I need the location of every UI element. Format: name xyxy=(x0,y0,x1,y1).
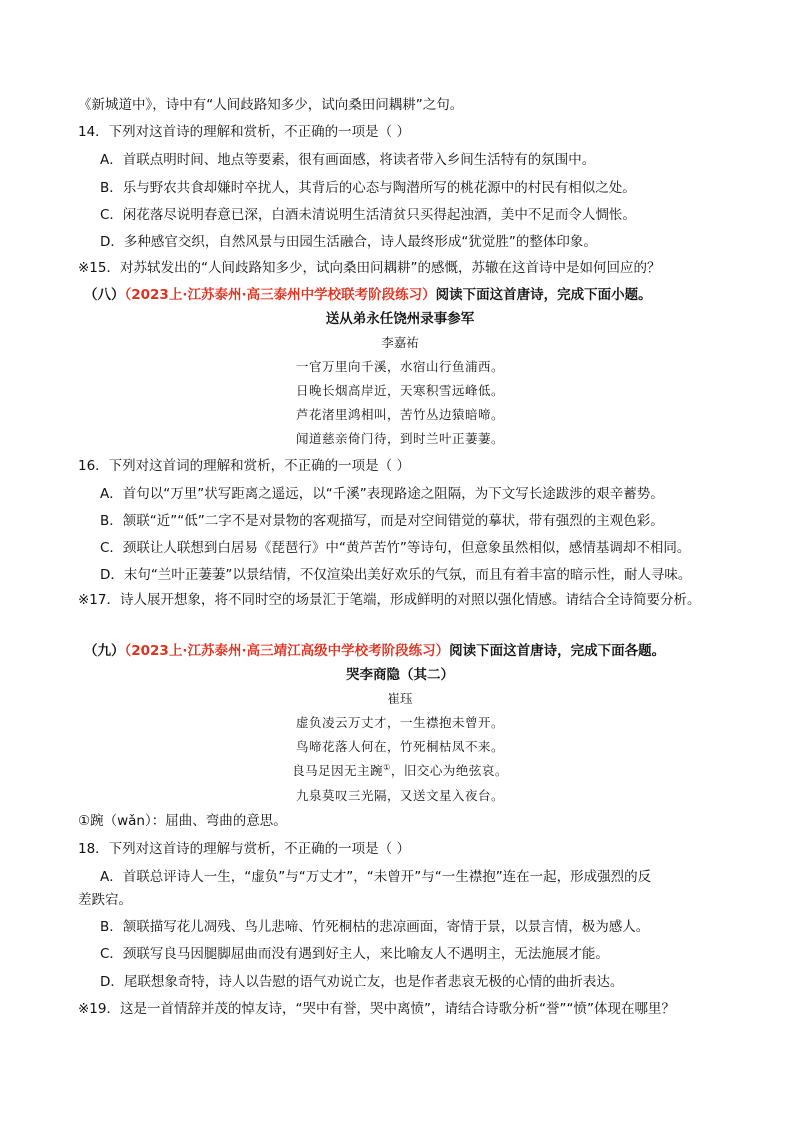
intro-continuation: 《新城道中》，诗中有“人间歧路知多少，试向桑田问耦耕”之句。 xyxy=(78,97,464,113)
poem-1-title: 送从弟永任饶州录事参军 xyxy=(325,311,475,327)
poem-2-line-2: 鸟啼花落人何在，竹死桐枯凤不来。 xyxy=(295,739,504,754)
poem-2-line-3-part-2: ，旧交心为绝弦哀。 xyxy=(390,763,508,778)
question-19: ※19．这是一首情辞并茂的悼友诗，“哭中有誉，哭中离愤”，请结合诗歌分析“誉”“愤”体现在哪里？ xyxy=(78,1001,675,1017)
question-18-option-b: B．颔联描写花儿凋残、鸟儿悲啼、竹死桐枯的悲凉画面，寄情于景，以景言情，极为感人。 xyxy=(100,919,650,935)
poem-1-line-1: 一官万里向千溪，水宿山行鱼浦西。 xyxy=(295,359,504,374)
section-9-header xyxy=(84,642,665,660)
poem-2-line-4: 九泉莫叹三光隔，又送文星入夜台。 xyxy=(295,788,504,803)
question-14-stem: 14．下列对这首诗的理解和赏析，不正确的一项是（ ） xyxy=(78,124,410,140)
question-15: ※15．对苏轼发出的“人间歧路知多少，试向桑田问耦耕”的感慨，苏辙在这首诗中是如何回应的？ xyxy=(78,260,661,276)
section-8-instruction: 阅读下面这首唐诗，完成下面小题。 xyxy=(435,287,652,303)
poem-1-line-4: 闻道慈亲倚门待，到时兰叶正萋萋。 xyxy=(295,431,504,446)
section-8-source: （2023上·江苏泰州·高三泰州中学校联考阶段练习） xyxy=(124,287,436,303)
section-9-instruction: 阅读下面这首唐诗，完成下面各题。 xyxy=(449,643,666,659)
question-18-option-c: C．颈联写良马因腿脚屈曲而没有遇到好主人，来比喻友人不遇明主，无法施展才能。 xyxy=(100,946,609,962)
footnote-marker: ① xyxy=(383,762,391,772)
poem-2-line-3 xyxy=(0,762,800,780)
poem-2-author: 崔珏 xyxy=(387,691,413,706)
question-18-stem: 18．下列对这首诗的理解与赏析，不正确的一项是（ ） xyxy=(78,841,410,857)
question-18-option-a-continued: 差跌宕。 xyxy=(78,892,132,908)
question-17: ※17．诗人展开想象，将不同时空的场景汇于笔端，形成鲜明的对照以强化情感。请结合全诗简要分析。 xyxy=(78,592,701,608)
footnote: ①踠（wǎn）：屈曲、弯曲的意思。 xyxy=(78,813,287,829)
question-16-option-c: C．颈联让人联想到白居易《琵琶行》中“黄芦苦竹”等诗句，但意象虽然相似，感情基调却不相同。 xyxy=(100,540,691,556)
poem-1-line-3: 芦花渚里鸿相叫，苦竹丛边猿暗啼。 xyxy=(295,407,504,422)
poem-2-title: 哭李商隐（其二） xyxy=(346,667,454,683)
question-14-option-a: A．首联点明时间、地点等要素，很有画面感，将读者带入乡间生活特有的氛围中。 xyxy=(100,152,596,168)
question-14-option-d: D．多种感官交织，自然风景与田园生活融合，诗人最终形成“犹觉胜”的整体印象。 xyxy=(100,234,597,250)
question-14-option-c: C．闲花落尽说明春意已深，白酒未清说明生活清贫只买得起浊酒，美中不足而令人惆怅。 xyxy=(100,207,636,223)
section-8-header xyxy=(84,286,652,304)
question-18-option-a: A．首联总评诗人一生，“虚负”与“万丈才”，“未曾开”与“一生襟抱”连在一起，形成强烈的反 xyxy=(100,869,652,885)
question-16-option-b: B．颔联“近”“低”二字不是对景物的客观描写，而是对空间错觉的摹状，带有强烈的主观色彩。 xyxy=(100,513,664,529)
question-16-option-a: A．首句以“万里”状写距离之遥远，以“千溪”表现路途之阻隔，为下文写长途跋涉的艰辛蓄势。 xyxy=(100,486,664,502)
poem-2-line-1: 虚负凌云万丈才，一生襟抱未曾开。 xyxy=(295,715,504,730)
question-18-option-d: D．尾联想象奇特，诗人以告慰的语气劝说亡友，也是作者悲哀无极的心情的曲折表达。 xyxy=(100,974,624,990)
section-9-source: （2023上·江苏泰州·高三靖江高级中学校考阶段练习） xyxy=(124,643,450,659)
poem-2-line-3-part-1: 良马足因无主踠 xyxy=(292,763,384,778)
question-16-stem: 16．下列对这首词的理解和赏析，不正确的一项是（ ） xyxy=(78,458,410,474)
poem-1-author: 李嘉祐 xyxy=(381,335,419,350)
question-16-option-d: D．末句“兰叶正萋萋”以景结情，不仅渲染出美好欢乐的气氛，而且有着丰富的暗示性，耐人寻味。 xyxy=(100,567,692,583)
question-14-option-b: B．乐与野农共食却嫌时卒扰人，其背后的心态与陶潜所写的桃花源中的村民有相似之处。 xyxy=(100,180,636,196)
section-8-number: （八） xyxy=(84,287,125,303)
poem-1-line-2: 日晚长烟高岸近，天寒积雪远峰低。 xyxy=(295,383,504,398)
section-9-number: （九） xyxy=(84,643,125,659)
